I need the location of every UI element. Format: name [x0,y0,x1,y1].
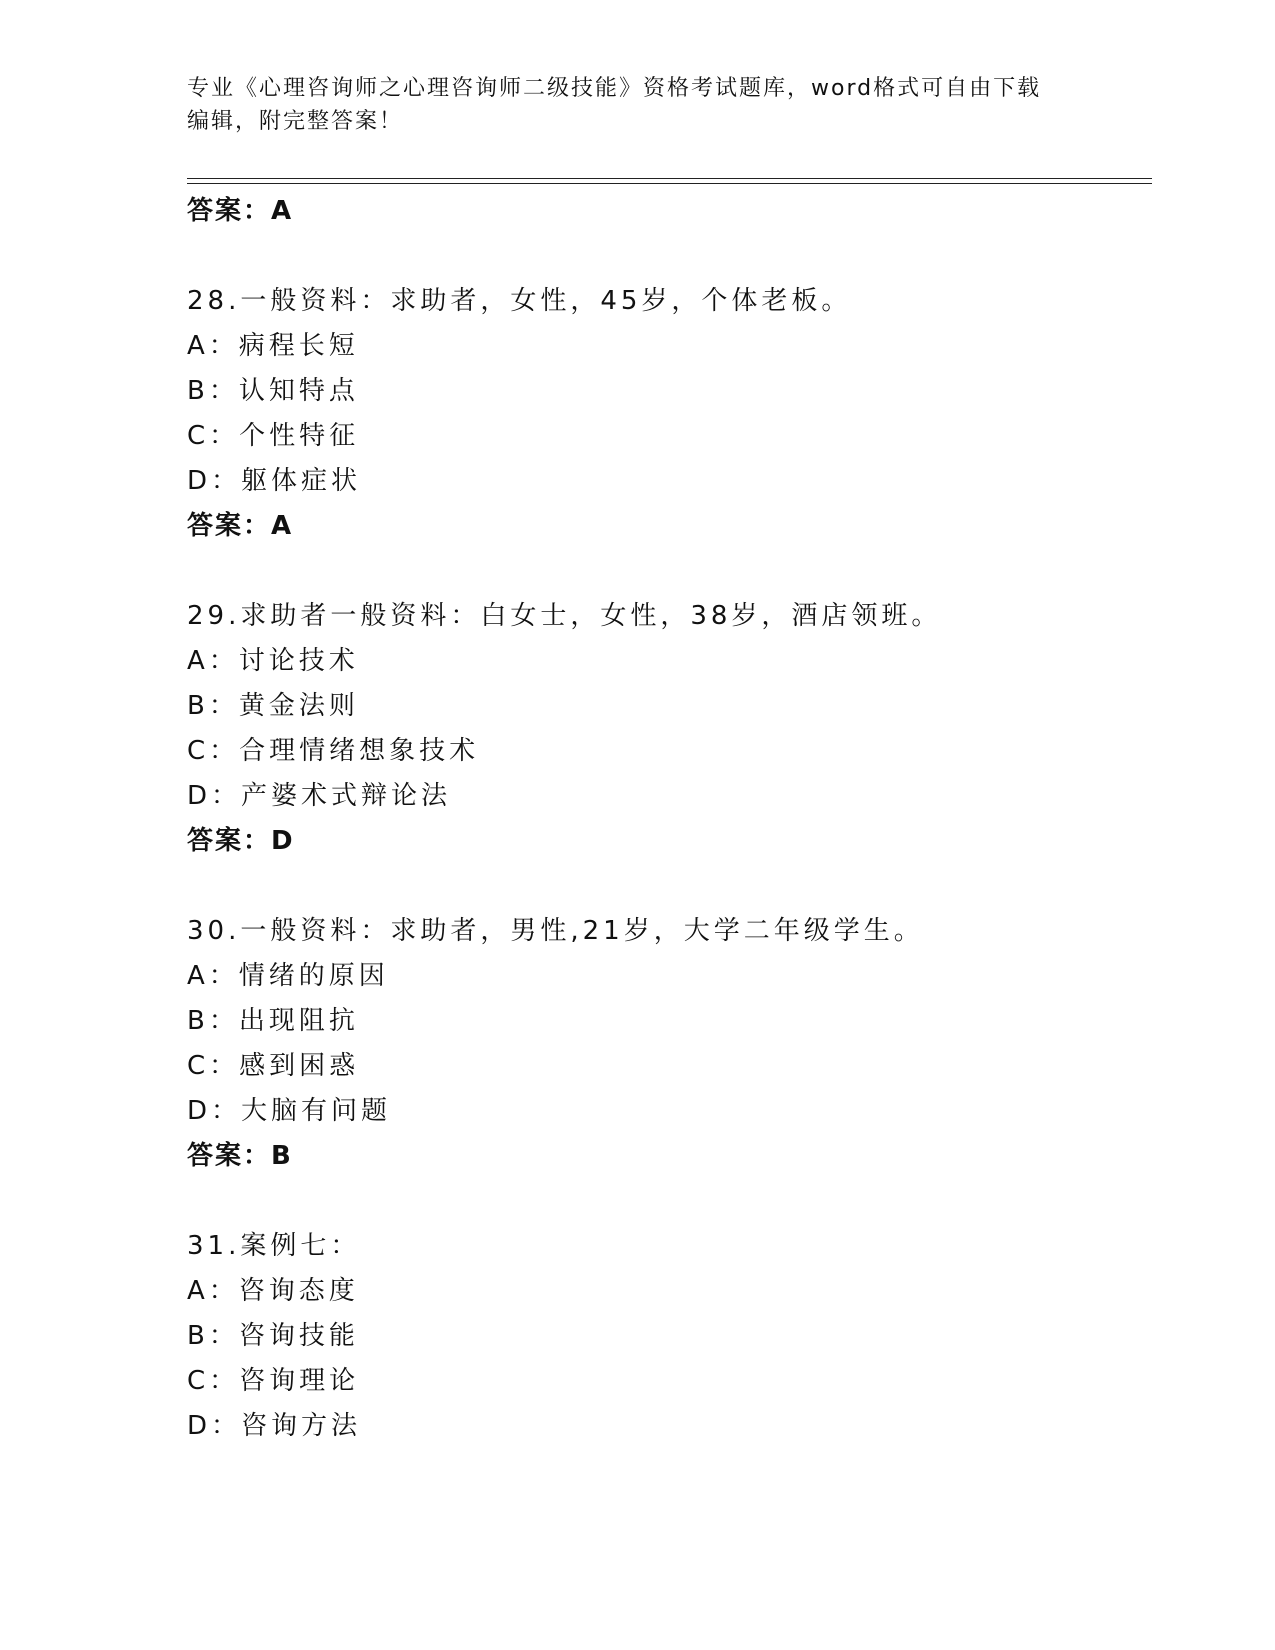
header-line-1: 专业《心理咨询师之心理咨询师二级技能》资格考试题库，word格式可自由下载 [187,76,1042,101]
answer-value: A [271,511,294,541]
question-28-option-c: C：个性特征 [187,421,360,451]
question-31-stem: 31.案例七： [187,1231,361,1261]
header-divider-top [187,178,1152,179]
question-31-option-c: C：咨询理论 [187,1366,360,1396]
question-31-option-b: B：咨询技能 [187,1321,359,1351]
question-28-stem: 28.一般资料：求助者，女性，45岁，个体老板。 [187,286,852,316]
question-29-option-a: A：讨论技术 [187,646,359,676]
header-line-2: 编辑，附完整答案！ [187,109,404,134]
question-30-answer [187,1141,293,1171]
answer-label: 答案： [187,511,272,541]
question-31-option-a: A：咨询态度 [187,1276,359,1306]
question-30-option-a: A：情绪的原因 [187,961,389,991]
question-29-stem: 29.求助者一般资料：白女士，女性，38岁，酒店领班。 [187,601,942,631]
question-30-stem: 30.一般资料：求助者，男性,21岁，大学二年级学生。 [187,916,924,946]
answer-value: A [271,196,294,226]
question-30-option-d: D：大脑有问题 [187,1096,392,1126]
answer-value: D [271,826,295,856]
question-30-option-b: B：出现阻抗 [187,1006,359,1036]
document-header [187,72,1067,138]
header-divider-bottom [187,183,1152,184]
answer-label: 答案： [187,1141,272,1171]
question-28-option-b: B：认知特点 [187,376,359,406]
answer-label: 答案： [187,196,272,226]
question-31-option-d: D：咨询方法 [187,1411,362,1441]
question-29-option-c: C：合理情绪想象技术 [187,736,480,766]
question-28-option-d: D：躯体症状 [187,466,362,496]
answer-label: 答案： [187,826,272,856]
question-30-option-c: C：感到困惑 [187,1051,360,1081]
question-28-answer [187,511,293,541]
answer-value: B [271,1141,293,1171]
previous-answer [187,196,293,226]
question-29-option-d: D：产婆术式辩论法 [187,781,452,811]
question-29-answer [187,826,295,856]
question-29-option-b: B：黄金法则 [187,691,359,721]
question-28-option-a: A：病程长短 [187,331,359,361]
